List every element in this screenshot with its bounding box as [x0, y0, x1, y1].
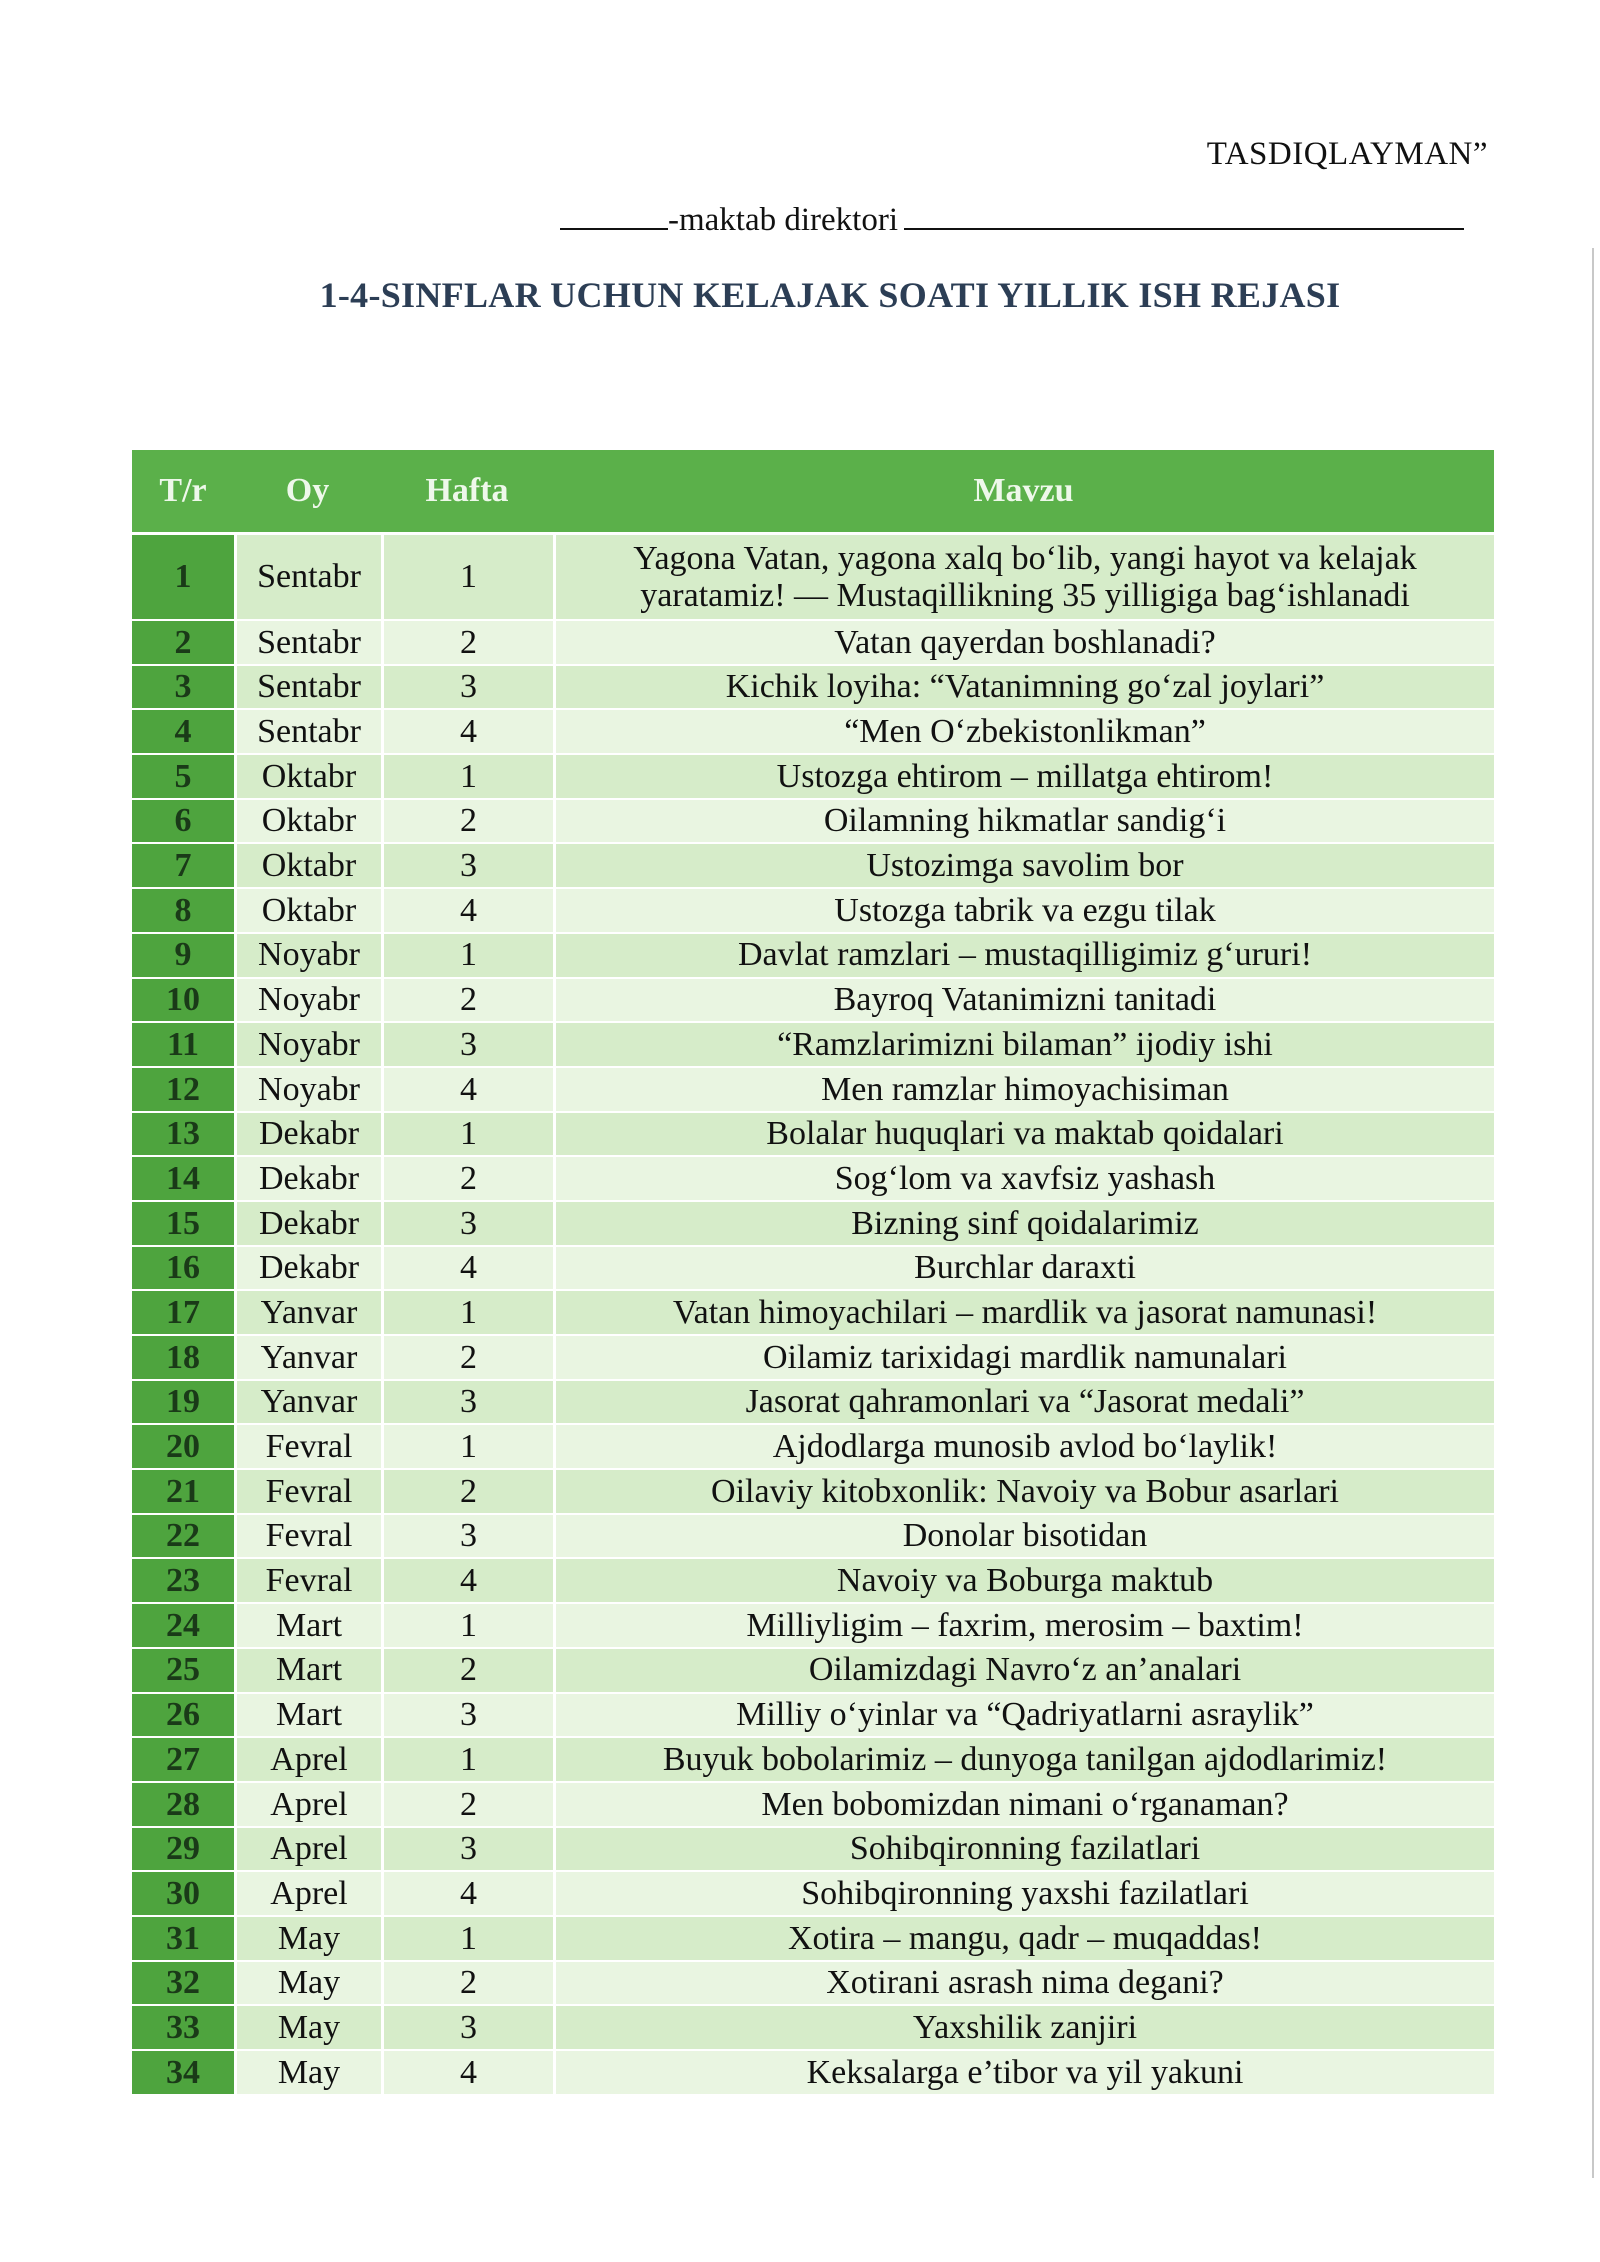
row-number: 25 [132, 1649, 234, 1694]
row-week: 1 [381, 934, 553, 979]
row-month: Sentabr [234, 710, 381, 755]
row-week: 4 [381, 2051, 553, 2096]
row-number: 18 [132, 1336, 234, 1381]
row-week: 3 [381, 1828, 553, 1873]
row-topic: Vatan himoyachilari – mardlik va jasorat namunasi! [553, 1291, 1494, 1336]
row-number: 21 [132, 1470, 234, 1515]
row-number: 15 [132, 1202, 234, 1247]
row-number: 19 [132, 1381, 234, 1426]
row-topic: Xotira – mangu, qadr – muqaddas! [553, 1917, 1494, 1962]
row-week: 1 [381, 1917, 553, 1962]
header-hafta: Hafta [381, 450, 553, 535]
row-number: 28 [132, 1783, 234, 1828]
row-month: May [234, 2051, 381, 2096]
table-row [132, 844, 1494, 889]
row-month: Oktabr [234, 844, 381, 889]
row-week: 3 [381, 1381, 553, 1426]
table-row [132, 1113, 1494, 1158]
row-month: Mart [234, 1649, 381, 1694]
row-month: Fevral [234, 1425, 381, 1470]
table-row [132, 1023, 1494, 1068]
row-week: 2 [381, 1336, 553, 1381]
row-topic: Milliy o‘yinlar va “Qadriyatlarni asraylik” [553, 1694, 1494, 1739]
table-row [132, 1783, 1494, 1828]
row-number: 29 [132, 1828, 234, 1873]
table-row [132, 2051, 1494, 2096]
row-topic: Navoiy va Boburga maktub [553, 1559, 1494, 1604]
row-number: 5 [132, 755, 234, 800]
row-week: 3 [381, 666, 553, 711]
table-row [132, 1247, 1494, 1292]
table-row [132, 1738, 1494, 1783]
row-week: 4 [381, 1872, 553, 1917]
row-topic: Ustozimga savolim bor [553, 844, 1494, 889]
row-number: 31 [132, 1917, 234, 1962]
row-number: 23 [132, 1559, 234, 1604]
row-topic: Keksalarga e’tibor va yil yakuni [553, 2051, 1494, 2096]
header-oy: Oy [234, 450, 381, 535]
row-number: 4 [132, 710, 234, 755]
row-week: 3 [381, 2006, 553, 2051]
row-week: 3 [381, 1202, 553, 1247]
row-topic: Milliyligim – faxrim, merosim – baxtim! [553, 1604, 1494, 1649]
row-month: Yanvar [234, 1336, 381, 1381]
table-row [132, 535, 1494, 621]
row-month: May [234, 2006, 381, 2051]
row-week: 4 [381, 1068, 553, 1113]
annual-plan-table [132, 450, 1494, 2096]
row-month: Oktabr [234, 800, 381, 845]
row-week: 1 [381, 1291, 553, 1336]
row-month: Dekabr [234, 1113, 381, 1158]
row-number: 17 [132, 1291, 234, 1336]
row-week: 1 [381, 535, 553, 621]
table-row [132, 934, 1494, 979]
row-number: 14 [132, 1157, 234, 1202]
document-title: 1-4-SINFLAR UCHUN KELAJAK SOATI YILLIK ISH REJASI [319, 275, 1341, 315]
table-row [132, 1962, 1494, 2007]
row-month: Mart [234, 1604, 381, 1649]
row-month: Aprel [234, 1738, 381, 1783]
row-week: 2 [381, 1783, 553, 1828]
table-row [132, 1291, 1494, 1336]
row-month: Oktabr [234, 755, 381, 800]
table-row [132, 666, 1494, 711]
row-topic: Burchlar daraxti [553, 1247, 1494, 1292]
director-signature-line [560, 202, 1464, 239]
row-month: May [234, 1962, 381, 2007]
row-topic: “Ramzlarimizni bilaman” ijodiy ishi [553, 1023, 1494, 1068]
row-week: 4 [381, 710, 553, 755]
row-week: 1 [381, 1113, 553, 1158]
row-month: Yanvar [234, 1381, 381, 1426]
row-month: Yanvar [234, 1291, 381, 1336]
director-label: -maktab direktori [668, 202, 899, 238]
row-number: 22 [132, 1515, 234, 1560]
table-row [132, 1917, 1494, 1962]
row-topic: Ustozga tabrik va ezgu tilak [553, 889, 1494, 934]
row-topic: Bolalar huquqlari va maktab qoidalari [553, 1113, 1494, 1158]
row-topic: Yaxshilik zanjiri [553, 2006, 1494, 2051]
table-row [132, 979, 1494, 1024]
row-number: 13 [132, 1113, 234, 1158]
table-row [132, 1872, 1494, 1917]
row-week: 1 [381, 755, 553, 800]
table-row [132, 1694, 1494, 1739]
row-week: 3 [381, 844, 553, 889]
row-topic: Sohibqironning fazilatlari [553, 1828, 1494, 1873]
row-week: 2 [381, 1649, 553, 1694]
row-month: Sentabr [234, 535, 381, 621]
row-topic: Ustozga ehtirom – millatga ehtirom! [553, 755, 1494, 800]
table-row [132, 889, 1494, 934]
school-number-blank [560, 206, 668, 230]
row-number: 34 [132, 2051, 234, 2096]
row-topic: Oilamizdagi Navro‘z an’analari [553, 1649, 1494, 1694]
row-week: 2 [381, 1470, 553, 1515]
row-number: 26 [132, 1694, 234, 1739]
row-number: 16 [132, 1247, 234, 1292]
row-week: 3 [381, 1694, 553, 1739]
table-row [132, 2006, 1494, 2051]
row-topic: Sog‘lom va xavfsiz yashash [553, 1157, 1494, 1202]
row-topic: Kichik loyiha: “Vatanimning go‘zal joylari” [553, 666, 1494, 711]
table-row [132, 1559, 1494, 1604]
row-topic: Davlat ramzlari – mustaqilligimiz g‘ururi! [553, 934, 1494, 979]
table-row [132, 1515, 1494, 1560]
row-number: 24 [132, 1604, 234, 1649]
row-month: Aprel [234, 1828, 381, 1873]
row-month: Aprel [234, 1783, 381, 1828]
row-week: 2 [381, 621, 553, 666]
row-month: Fevral [234, 1515, 381, 1560]
row-number: 32 [132, 1962, 234, 2007]
table-row [132, 1649, 1494, 1694]
table-row [132, 1068, 1494, 1113]
row-week: 2 [381, 1157, 553, 1202]
row-number: 1 [132, 535, 234, 621]
row-number: 6 [132, 800, 234, 845]
row-topic: Ajdodlarga munosib avlod bo‘laylik! [553, 1425, 1494, 1470]
page-edge-divider [1592, 248, 1594, 2178]
table-row [132, 800, 1494, 845]
row-week: 2 [381, 1962, 553, 2007]
table-body [132, 535, 1494, 2096]
row-week: 1 [381, 1425, 553, 1470]
row-topic: Xotirani asrash nima degani? [553, 1962, 1494, 2007]
table-row [132, 1381, 1494, 1426]
row-topic: Oilamning hikmatlar sandig‘i [553, 800, 1494, 845]
row-week: 4 [381, 889, 553, 934]
row-week: 3 [381, 1515, 553, 1560]
table-row [132, 1157, 1494, 1202]
row-number: 7 [132, 844, 234, 889]
row-week: 4 [381, 1559, 553, 1604]
row-topic: Sohibqironning yaxshi fazilatlari [553, 1872, 1494, 1917]
signature-blank [904, 206, 1464, 230]
row-number: 30 [132, 1872, 234, 1917]
approval-heading: TASDIQLAYMAN” [1206, 136, 1488, 172]
row-month: Fevral [234, 1470, 381, 1515]
header-mavzu: Mavzu [553, 450, 1494, 535]
row-topic: “Men O‘zbekistonlikman” [553, 710, 1494, 755]
row-number: 9 [132, 934, 234, 979]
table-row [132, 1202, 1494, 1247]
row-month: Noyabr [234, 979, 381, 1024]
row-month: Noyabr [234, 934, 381, 979]
row-month: Dekabr [234, 1247, 381, 1292]
table-row [132, 710, 1494, 755]
row-number: 20 [132, 1425, 234, 1470]
row-topic: Bayroq Vatanimizni tanitadi [553, 979, 1494, 1024]
row-topic: Oilamiz tarixidagi mardlik namunalari [553, 1336, 1494, 1381]
row-month: Sentabr [234, 621, 381, 666]
row-month: May [234, 1917, 381, 1962]
table-row [132, 1336, 1494, 1381]
row-topic: Men bobomizdan nimani o‘rganaman? [553, 1783, 1494, 1828]
row-topic: Buyuk bobolarimiz – dunyoga tanilgan ajdodlarimiz! [553, 1738, 1494, 1783]
row-week: 1 [381, 1738, 553, 1783]
table-header-row [132, 450, 1494, 535]
row-number: 8 [132, 889, 234, 934]
row-topic: Oilaviy kitobxonlik: Navoiy va Bobur asarlari [553, 1470, 1494, 1515]
table-row [132, 1425, 1494, 1470]
row-topic: Jasorat qahramonlari va “Jasorat medali” [553, 1381, 1494, 1426]
row-topic: Vatan qayerdan boshlanadi? [553, 621, 1494, 666]
table-row [132, 621, 1494, 666]
table-row [132, 1604, 1494, 1649]
row-month: Aprel [234, 1872, 381, 1917]
row-week: 4 [381, 1247, 553, 1292]
row-topic: Donolar bisotidan [553, 1515, 1494, 1560]
table-row [132, 1470, 1494, 1515]
row-week: 2 [381, 979, 553, 1024]
header-tr: T/r [132, 450, 234, 535]
row-month: Noyabr [234, 1068, 381, 1113]
row-topic: Bizning sinf qoidalarimiz [553, 1202, 1494, 1247]
row-month: Noyabr [234, 1023, 381, 1068]
row-month: Mart [234, 1694, 381, 1739]
row-topic: Yagona Vatan, yagona xalq bo‘lib, yangi hayot va kelajak yaratamiz! — Mustaqillikning 35 yilligiga bag‘ishlanadi [553, 535, 1494, 621]
row-number: 33 [132, 2006, 234, 2051]
row-number: 10 [132, 979, 234, 1024]
row-number: 3 [132, 666, 234, 711]
row-month: Dekabr [234, 1157, 381, 1202]
row-week: 2 [381, 800, 553, 845]
table-row [132, 1828, 1494, 1873]
row-number: 11 [132, 1023, 234, 1068]
row-number: 12 [132, 1068, 234, 1113]
row-month: Oktabr [234, 889, 381, 934]
row-topic: Men ramzlar himoyachisiman [553, 1068, 1494, 1113]
row-month: Fevral [234, 1559, 381, 1604]
row-number: 2 [132, 621, 234, 666]
table-row [132, 755, 1494, 800]
row-number: 27 [132, 1738, 234, 1783]
row-month: Dekabr [234, 1202, 381, 1247]
row-week: 3 [381, 1023, 553, 1068]
row-month: Sentabr [234, 666, 381, 711]
row-week: 1 [381, 1604, 553, 1649]
